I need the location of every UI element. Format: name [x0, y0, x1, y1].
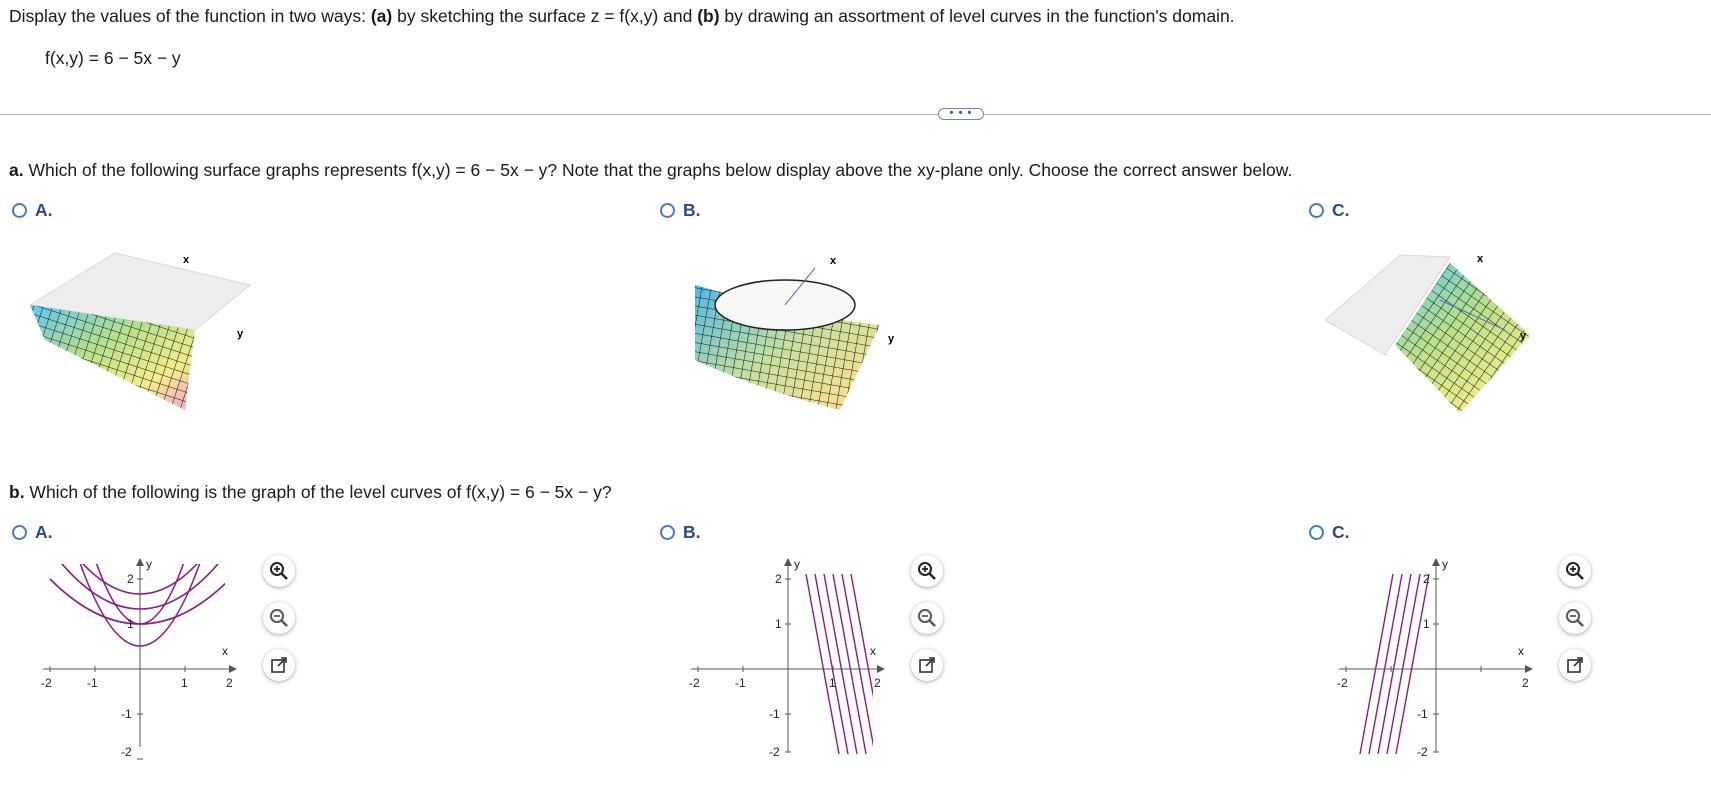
axis-y-label: y [1442, 557, 1448, 571]
level-curve [842, 574, 875, 754]
y-axis-arrow [784, 558, 792, 566]
zoom-out-button[interactable] [263, 602, 295, 634]
axis-x-label: x [870, 644, 876, 658]
zoom-in-button[interactable] [911, 555, 943, 587]
zoom-in-button[interactable] [263, 555, 295, 587]
level-curve [1396, 574, 1429, 754]
popout-button[interactable] [1559, 649, 1591, 681]
level-curves-graph-a [35, 552, 245, 762]
radio-button[interactable] [1309, 525, 1324, 540]
problem-prompt [9, 6, 1235, 27]
option-letter: C. [1332, 522, 1350, 542]
level-curves-graph-b [683, 552, 893, 762]
tick-label: -2 [689, 676, 700, 690]
tick-label: 1 [829, 676, 836, 690]
graph-a-tools [263, 555, 295, 681]
tick-label: 1 [775, 617, 782, 631]
axis-y-label: y [146, 557, 152, 571]
radio-button[interactable] [12, 203, 27, 218]
function-definition: f(x,y) = 6 − 5x − y [45, 48, 181, 68]
radio-button[interactable] [660, 525, 675, 540]
tick-label: -2 [41, 676, 52, 690]
popout-button[interactable] [911, 649, 943, 681]
tick-label: -1 [87, 676, 98, 690]
prompt-text: by drawing an assortment of level curves in the function's domain. [719, 6, 1235, 26]
level-curves [1360, 574, 1429, 754]
tick-label: -2 [1337, 676, 1348, 690]
option-a-b[interactable] [660, 200, 701, 221]
level-curve [1360, 574, 1393, 754]
option-letter: B. [683, 522, 701, 542]
option-letter: C. [1332, 200, 1350, 220]
tick-label: -2 [1417, 745, 1428, 759]
zoom-in-button[interactable] [1559, 555, 1591, 587]
question-a-label: a. [9, 160, 24, 180]
zoom-out-icon [917, 608, 937, 628]
zoom-out-button[interactable] [1559, 602, 1591, 634]
zoom-in-icon [917, 561, 937, 581]
option-b-a[interactable] [12, 522, 53, 543]
tick-label: -1 [769, 707, 780, 721]
zoom-in-icon [269, 561, 289, 581]
level-curves-graph-c [1331, 552, 1541, 762]
option-a-a[interactable] [12, 200, 53, 221]
question-a [9, 160, 1292, 181]
level-curve [833, 574, 866, 754]
question-b-label: b. [9, 482, 25, 502]
tick-label: -2 [769, 745, 780, 759]
radio-button[interactable] [660, 203, 675, 218]
tick-label: 2 [1522, 676, 1529, 690]
tick-label: 1 [1423, 617, 1430, 631]
option-b-b[interactable] [660, 522, 701, 543]
option-b-c[interactable] [1309, 522, 1350, 543]
axis-x-label: x [183, 254, 190, 266]
tick-label: -2 [121, 745, 132, 759]
popout-icon [918, 656, 936, 674]
axis-x-label: x [830, 255, 837, 267]
level-curve [1369, 574, 1402, 754]
tick-label: 2 [226, 676, 233, 690]
tick-label: 2 [874, 676, 881, 690]
zoom-out-button[interactable] [911, 602, 943, 634]
radio-button[interactable] [12, 525, 27, 540]
option-letter: B. [683, 200, 701, 220]
surface-graph-b [690, 250, 920, 420]
expand-more-button[interactable]: • • • [938, 108, 984, 120]
surface-graph-a [25, 245, 255, 415]
option-letter: A. [35, 522, 53, 542]
tick-label: -1 [121, 707, 132, 721]
axis-y-label: y [794, 557, 800, 571]
question-b [9, 482, 612, 503]
popout-button[interactable] [263, 649, 295, 681]
y-axis-arrow [1432, 558, 1440, 566]
tick-label: 1 [127, 617, 134, 631]
zoom-out-icon [269, 608, 289, 628]
prompt-part-a: (a) [370, 6, 393, 26]
level-curve [806, 574, 839, 754]
section-divider [0, 114, 1711, 115]
tick-label: 2 [775, 572, 782, 586]
level-curve [1378, 574, 1411, 754]
axis-x-label: x [1477, 253, 1484, 265]
popout-icon [1566, 656, 1584, 674]
option-letter: A. [35, 200, 53, 220]
tick-label: -1 [1383, 676, 1394, 690]
option-a-c[interactable] [1309, 200, 1350, 221]
question-b-text: Which of the following is the graph of the level curves of f(x,y) = 6 − 5x − y? [24, 482, 612, 502]
level-curve [824, 574, 857, 754]
axis-x-label: x [1518, 644, 1524, 658]
zoom-in-icon [1565, 561, 1585, 581]
axis-x-label: x [222, 644, 228, 658]
tick-label: 1 [1477, 676, 1484, 690]
zoom-out-icon [1565, 608, 1585, 628]
tick-label: 2 [1423, 572, 1430, 586]
popout-icon [270, 656, 288, 674]
y-axis-arrow [136, 558, 144, 566]
level-curve [815, 574, 848, 754]
axis-y-label: y [888, 333, 895, 345]
question-a-text: Which of the following surface graphs represents f(x,y) = 6 − 5x − y? Note that the graphs below display above the xy-plane only. Choose the correct answer below. [23, 160, 1293, 180]
graph-b-tools [911, 555, 943, 681]
graph-c-tools [1559, 555, 1591, 681]
level-curves [806, 574, 884, 754]
axis-y-label: y [1520, 330, 1527, 342]
prompt-text: by sketching the surface z = f(x,y) and [392, 6, 698, 26]
level-curve [851, 574, 884, 754]
tick-label: 2 [127, 572, 134, 586]
radio-button[interactable] [1309, 203, 1324, 218]
axis-y-label: y [237, 328, 244, 340]
tick-label: 1 [181, 676, 188, 690]
prompt-part-b: (b) [697, 6, 720, 26]
surface-graph-c [1320, 245, 1550, 415]
tick-label: -1 [1417, 707, 1428, 721]
tick-label: -1 [735, 676, 746, 690]
level-curve [1387, 574, 1420, 754]
prompt-text: Display the values of the function in two ways: [9, 6, 371, 26]
